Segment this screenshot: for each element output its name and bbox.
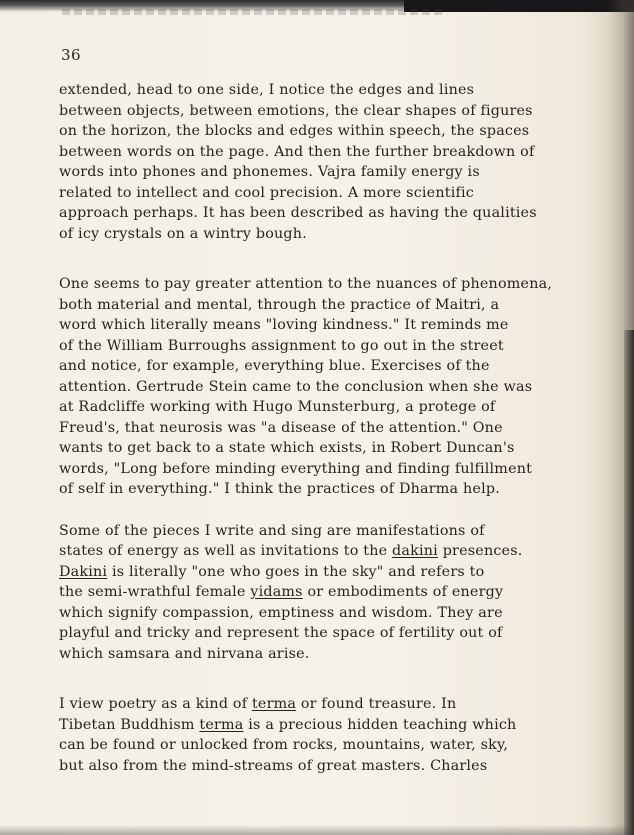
text-segment: or found treasure. In — [296, 696, 457, 712]
bleed-through-text — [62, 9, 442, 15]
text-segment: states of energy as well as invitations to the — [59, 543, 393, 559]
text-segment: can be found or unlocked from rocks, mountains, water, sky, — [59, 737, 509, 753]
text-line — [59, 562, 599, 583]
paragraph-2 — [59, 274, 599, 500]
paragraph-gap — [59, 664, 599, 694]
text-segment: which samsara and nirvana arise. — [59, 645, 310, 662]
paragraph-1 — [59, 80, 599, 244]
text-line: of self in everything." I think the practices of Dharma help. — [59, 481, 500, 497]
text-line — [59, 715, 599, 736]
text-line: on the horizon, the blocks and edges within speech, the spaces — [59, 123, 530, 139]
underlined-term-terma: terma — [251, 696, 297, 712]
page-binding-edge — [608, 0, 634, 835]
text-segment: playful and tricky and represent the space of fertility out of — [59, 625, 503, 641]
text-line: Freud's, that neurosis was "a disease of the attention." One — [59, 419, 503, 436]
text-line: both material and mental, through the practice of Maitri, a — [59, 296, 500, 313]
underlined-term-dakini: Dakini — [59, 563, 108, 580]
paragraph-4 — [59, 694, 599, 776]
text-line: at Radcliffe working with Hugo Munsterburg, a protege of — [59, 399, 496, 415]
bottom-shadow — [0, 825, 634, 835]
text-segment: is literally "one who goes in the sky" and refers to — [107, 563, 485, 580]
text-line — [59, 521, 599, 542]
text-line: words into phones and phonemes. Vajra family energy is — [59, 164, 480, 180]
underlined-term-terma: terma — [199, 716, 244, 733]
text-line: approach perhaps. It has been described as having the qualities — [59, 205, 537, 221]
text-segment: Tibetan Buddhism — [59, 716, 200, 733]
text-line: related to intellect and cool precision. A more scientific — [59, 184, 474, 201]
text-line: words, "Long before minding everything and finding fulfillment — [59, 460, 533, 477]
underlined-term-yidams: yidams — [250, 584, 303, 600]
text-line — [59, 735, 599, 756]
page-number: 36 — [61, 46, 82, 64]
text-segment: which signify compassion, emptiness and wisdom. They are — [59, 604, 503, 621]
text-line — [59, 694, 599, 715]
text-line: between words on the page. And then the further breakdown of — [59, 143, 535, 160]
text-line: of icy crystals on a wintry bough. — [59, 225, 307, 242]
text-line: between objects, between emotions, the clear shapes of figures — [59, 102, 533, 119]
binding-shadow — [624, 330, 634, 835]
text-line — [59, 582, 599, 603]
text-segment: but also from the mind-streams of great masters. Charles — [59, 757, 488, 774]
text-segment: or embodiments of energy — [302, 584, 504, 600]
text-segment: presences. — [437, 543, 523, 559]
text-line — [59, 603, 599, 624]
paragraph-gap — [59, 500, 599, 521]
text-segment: is a precious hidden teaching which — [243, 716, 517, 733]
paragraph-gap — [59, 244, 599, 274]
text-line — [59, 644, 599, 665]
text-line: attention. Gertrude Stein came to the conclusion when she was — [59, 378, 533, 395]
underlined-term-dakini: dakini — [392, 543, 438, 559]
text-line — [59, 756, 599, 777]
text-segment: I view poetry as a kind of — [59, 696, 252, 712]
text-line: One seems to pay greater attention to the nuances of phenomena, — [59, 276, 553, 292]
text-segment: Some of the pieces I write and sing are manifestations of — [59, 522, 485, 539]
text-line: of the William Burroughs assignment to go out in the street — [59, 337, 504, 354]
text-segment: the semi-wrathful female — [59, 584, 251, 600]
text-line: word which literally means "loving kindness." It reminds me — [59, 317, 509, 333]
text-line — [59, 541, 599, 562]
text-line: extended, head to one side, I notice the edges and lines — [59, 82, 475, 98]
text-line: and notice, for example, everything blue. Exercises of the — [59, 358, 490, 374]
paragraph-3 — [59, 521, 599, 665]
body-text — [59, 80, 599, 776]
text-line: wants to get back to a state which exists, in Robert Duncan's — [59, 440, 515, 456]
text-line — [59, 623, 599, 644]
